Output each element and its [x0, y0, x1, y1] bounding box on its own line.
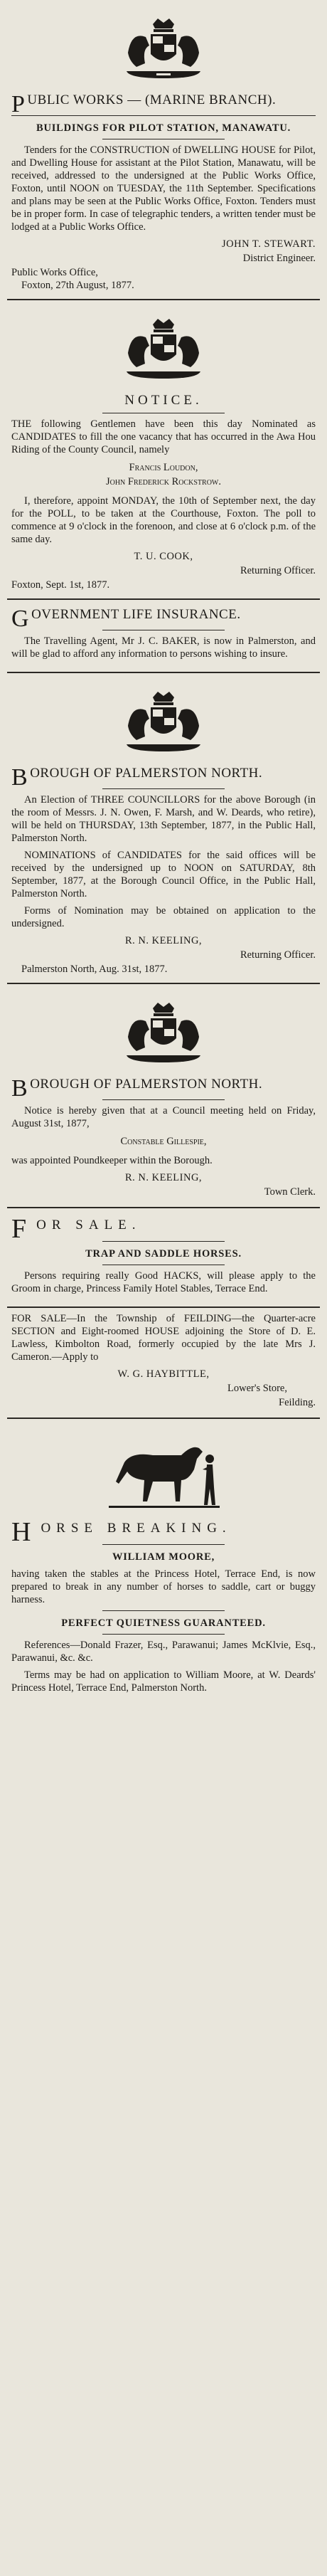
- signature: R. N. KEELING,: [124, 935, 203, 946]
- ad-body: Terms may be had on application to William Moore, at W. Deards' Princess Hotel, Terrace End, Palmerston North.: [11, 1669, 316, 1694]
- signature-title: Returning Officer.: [240, 565, 316, 576]
- divider: [102, 788, 224, 789]
- candidate-name: Francis Loudon,: [129, 462, 198, 473]
- ad-body: Forms of Nomination may be obtained on application to the undersigned.: [11, 905, 316, 929]
- newspaper-column: [7, 0, 320, 2576]
- royal-coat-of-arms-icon: [114, 310, 213, 389]
- ad-body: having taken the stables at the Princess Hotel, Terrace End, is now prepared to break in any number of horses to saddle, cart or buggy harness.: [11, 1568, 316, 1605]
- ad-horse-breaking: [7, 1419, 320, 1706]
- ad-title: BOROUGH OF PALMERSTON NORTH.: [11, 764, 263, 791]
- ad-body: FOR SALE—In the Township of FEILDING—the Quarter-acre SECTION and Eight-roomed HOUSE adjoining the Store of D. E. Lawless, Kimbolton Road, formerly occupied by the late Mrs J. Cameron.—Apply to: [11, 1313, 316, 1363]
- horse-and-groom-icon: [103, 1430, 224, 1516]
- ad-body: NOMINATIONS of CANDIDATES for the said offices will be received by the undersigned up to NOON on SATURDAY, 8th September, 1877, at the Borough Council Office, in the Public Hall, Palmerston North.: [11, 850, 316, 899]
- ad-borough-election: [7, 673, 320, 984]
- ad-government-life-insurance: [7, 600, 320, 673]
- divider: [102, 1634, 224, 1635]
- ad-title: HORSE BREAKING.: [11, 1517, 232, 1547]
- place-line: Feilding.: [279, 1397, 316, 1408]
- ad-subhead: BUILDINGS FOR PILOT STATION, MANAWATU.: [36, 122, 291, 134]
- ad-title: FOR SALE.: [11, 1214, 141, 1244]
- signature-title: Town Clerk.: [264, 1186, 316, 1198]
- divider: [102, 1610, 224, 1611]
- place-line: Public Works Office,: [11, 267, 98, 278]
- ad-body: THE following Gentlemen have been this day Nominated as CANDIDATES to fill the one vacancy that has occurred in the Awa Hou Riding of the County Council, namely: [11, 418, 316, 455]
- ad-for-sale-feilding: [7, 1308, 320, 1419]
- ad-borough-poundkeeper: [7, 984, 320, 1208]
- divider: [102, 1241, 224, 1242]
- ad-body: References—Donald Frazer, Esq., Parawanui; James McKlvie, Esq., Parawanui, &c. &c.: [11, 1640, 316, 1664]
- signature: R. N. KEELING,: [124, 1172, 203, 1183]
- ad-body: Persons requiring really Good HACKS, will please apply to the Groom in charge, Princess Family Hotel Stables, Terrace End.: [11, 1270, 316, 1294]
- ad-body: An Election of THREE COUNCILLORS for the above Borough (in the room of Messrs. J. N. Owen, F. Marsh, and W. Deards, who retire), will be held on THURSDAY, 13th September, 1877, in the Public Hall, Palmerston North.: [11, 794, 316, 844]
- divider: [11, 115, 316, 116]
- ad-subhead: PERFECT QUIETNESS GUARANTEED.: [61, 1617, 266, 1629]
- royal-coat-of-arms-icon: [114, 994, 213, 1072]
- divider: [102, 1099, 224, 1100]
- ad-body: The Travelling Agent, Mr J. C. BAKER, is now in Palmerston, and will be glad to afford any information to persons wishing to insure.: [11, 635, 316, 660]
- signature-title: District Engineer.: [242, 253, 316, 264]
- ad-body: I, therefore, appoint MONDAY, the 10th of September next, the day for the POLL, to be taken at the Courthouse, Foxton. The poll to commence at 9 o'clock in the forenoon, and close at 6 o'clock p.m. of the same day.: [11, 495, 316, 545]
- ad-title: GOVERNMENT LIFE INSURANCE.: [11, 606, 241, 632]
- divider: [102, 1544, 224, 1545]
- ad-body: Notice is hereby given that at a Council meeting held on Friday, August 31st, 1877,: [11, 1105, 316, 1129]
- ad-title: BOROUGH OF PALMERSTON NORTH.: [11, 1075, 263, 1102]
- ad-body: was appointed Poundkeeper within the Borough.: [11, 1155, 213, 1166]
- ad-subhead: TRAP AND SADDLE HORSES.: [85, 1248, 242, 1260]
- date-line: Foxton, 27th August, 1877.: [21, 280, 134, 291]
- date-line: Palmerston North, Aug. 31st, 1877.: [21, 964, 168, 975]
- ad-body: Tenders for the CONSTRUCTION of DWELLING HOUSE for Pilot, and Dwelling House for assistant at the Pilot Station, Manawatu, will be received, addressed to the undersigned at the Public Works Office, Foxton, until NOON on TUESDAY, the 11th September. Specifications and plans may be seen at the Public Works Office, Foxton. Tenders must be in proper form. In case of telegraphic tenders, a written tender must be lodged at a Public Works Office.: [11, 144, 316, 233]
- signature: JOHN T. STEWART.: [222, 238, 316, 250]
- ad-public-works: [7, 0, 320, 300]
- royal-coat-of-arms-icon: [114, 10, 213, 88]
- date-line: Foxton, Sept. 1st, 1877.: [11, 579, 110, 591]
- ad-title: PUBLIC WORKS — (MARINE BRANCH).: [11, 91, 277, 117]
- signature: W. G. HAYBITTLE,: [117, 1368, 210, 1380]
- signature-title: Returning Officer.: [240, 949, 316, 961]
- ad-notice: [7, 300, 320, 600]
- ad-for-sale-horses: [7, 1208, 320, 1308]
- signature: T. U. COOK,: [134, 551, 193, 562]
- ad-title: NOTICE.: [124, 393, 203, 408]
- signature-title: Lower's Store,: [227, 1383, 287, 1394]
- ad-subhead: WILLIAM MOORE,: [112, 1551, 215, 1563]
- royal-coat-of-arms-icon: [114, 683, 213, 761]
- candidate-names: [11, 460, 316, 489]
- candidate-name: John Frederick Rockstrow.: [105, 476, 222, 487]
- appointee-name: Constable Gillespie,: [120, 1136, 207, 1147]
